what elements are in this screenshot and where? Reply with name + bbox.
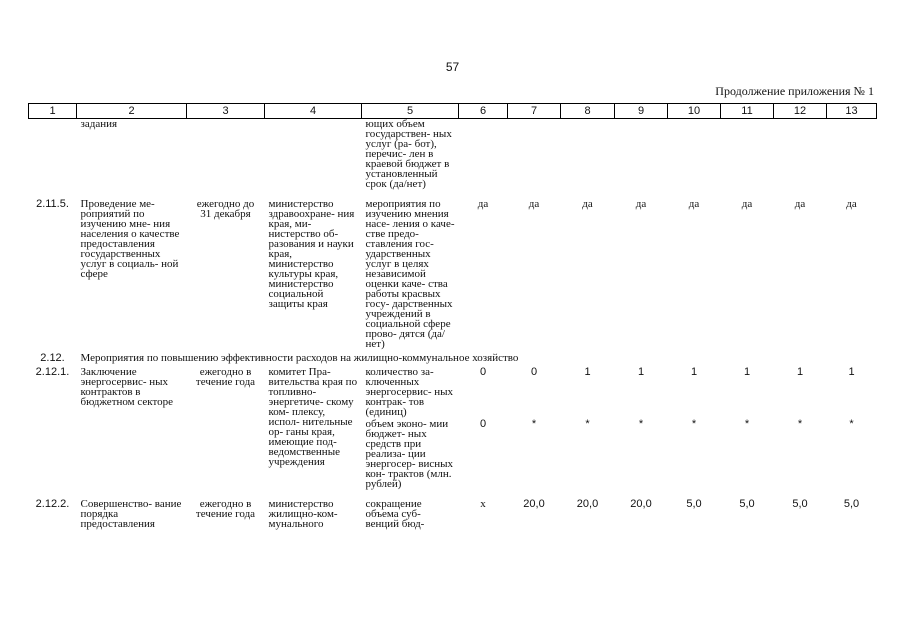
value-cell: * bbox=[585, 418, 590, 430]
value-cell: да bbox=[741, 198, 753, 210]
value-cell: 5,0 bbox=[686, 498, 702, 510]
value-cell: * bbox=[638, 418, 644, 430]
value-cell: 0 bbox=[479, 418, 487, 430]
value-cell: 20,0 bbox=[630, 498, 652, 510]
value-cell: да bbox=[794, 198, 806, 210]
value-cell: x bbox=[480, 498, 486, 510]
value-cell: 20,0 bbox=[576, 498, 599, 510]
value-cell: да bbox=[688, 198, 700, 210]
value-cell: 1 bbox=[796, 366, 804, 378]
section-title: Мероприятия по повышению эффективности расходов на жилищно-коммунальное хозяйство bbox=[80, 352, 519, 364]
period-text: ежегодно до 31 декабря bbox=[196, 198, 255, 220]
col-header: 10 bbox=[668, 104, 721, 119]
col-header: 1 bbox=[29, 104, 77, 119]
indicator-text: объем эконо- мии бюджет- ных средств при реализа- ции энергосер- висных кон- трактов (млн. рублей) bbox=[365, 418, 454, 490]
page-number: 57 bbox=[445, 60, 460, 74]
value-cell: 0 bbox=[479, 366, 487, 378]
value-cell: 5,0 bbox=[843, 498, 860, 510]
period-text: ежегодно в течение года bbox=[195, 366, 256, 388]
value-cell: да bbox=[846, 198, 857, 210]
executor-text: комитет Пра- вительства края по топливно- энергетиче- скому ком- плексу, испол- нительные ор- ганы края, имеющие под- ведомственные учреждения bbox=[268, 366, 358, 468]
indicator-text: ющих объем государствен- ных услуг (ра- бот), перечис- лен в краевой бюджет в установленный срок (да/нет) bbox=[365, 118, 452, 190]
col-header: 13 bbox=[827, 104, 877, 119]
col-header: 2 bbox=[77, 104, 187, 119]
table-row bbox=[29, 499, 877, 529]
value-cell: 1 bbox=[690, 366, 698, 378]
section-row bbox=[29, 349, 877, 363]
col-header: 8 bbox=[561, 104, 615, 119]
executor-text: министерство жилищно-ком- мунального bbox=[268, 498, 338, 530]
value-cell: 5,0 bbox=[739, 498, 755, 510]
value-cell: 20,0 bbox=[523, 498, 545, 510]
table-row bbox=[29, 119, 877, 190]
value-cell: да bbox=[582, 198, 593, 210]
value-cell: да bbox=[477, 198, 489, 210]
row-number: 2.12.2. bbox=[35, 498, 70, 510]
value-cell: 1 bbox=[743, 366, 751, 378]
col-header: 5 bbox=[362, 104, 459, 119]
header-row bbox=[29, 104, 877, 119]
col-header: 12 bbox=[774, 104, 827, 119]
col-header: 4 bbox=[265, 104, 362, 119]
value-cell: * bbox=[849, 418, 854, 430]
indicator-text: сокращение объема суб- венций бюд- bbox=[365, 498, 425, 530]
value-cell: 1 bbox=[637, 366, 645, 378]
col-header: 6 bbox=[459, 104, 508, 119]
period-text: ежегодно в течение года bbox=[195, 498, 256, 520]
value-cell: * bbox=[691, 418, 697, 430]
measure-name: Проведение ме- роприятий по изучению мне- ния населения о качестве предоставления государственных услуг в социаль- ной сфере bbox=[80, 198, 180, 280]
value-cell: 5,0 bbox=[792, 498, 808, 510]
value-cell: 0 bbox=[530, 366, 538, 378]
continuation-label: Продолжение приложения № 1 bbox=[715, 84, 874, 98]
measure-name: задания bbox=[80, 118, 118, 130]
col-header: 9 bbox=[615, 104, 668, 119]
col-header: 3 bbox=[187, 104, 265, 119]
row-number: 2.11.5. bbox=[36, 198, 69, 210]
table-row bbox=[29, 199, 877, 349]
value-cell: да bbox=[635, 198, 647, 210]
value-cell: * bbox=[744, 418, 750, 430]
value-cell: * bbox=[797, 418, 803, 430]
executor-text: министерство здравоохране- ния края, ми- нистерство об- разования и науки края, министерство культуры края, министерство социальной защиты края bbox=[268, 198, 355, 310]
table-row bbox=[29, 367, 877, 419]
measure-name: Совершенство- вание порядка предоставления bbox=[80, 498, 182, 530]
measures-table bbox=[28, 103, 877, 529]
col-header: 7 bbox=[508, 104, 561, 119]
indicator-text: мероприятия по изучению мнения насе- ления о каче- стве предо- ставления гос- ударственных услуг в целях независимой оценки каче- ства работы красвых госу- дарственных учреждений в социальной сфере прово- дятся (да/нет) bbox=[365, 198, 455, 350]
value-cell: 1 bbox=[848, 366, 855, 378]
value-cell: да bbox=[528, 198, 540, 210]
measure-name: Заключение энергосервис- ных контрактов в бюджетном секторе bbox=[80, 366, 174, 408]
col-header: 11 bbox=[721, 104, 774, 119]
section-number: 2.12. bbox=[40, 352, 65, 364]
indicator-text: количество за- ключенных энергосервис- ных контрак- тов (единиц) bbox=[365, 366, 454, 418]
row-number: 2.12.1. bbox=[35, 366, 70, 378]
value-cell: 1 bbox=[584, 366, 591, 378]
value-cell: * bbox=[531, 418, 537, 430]
